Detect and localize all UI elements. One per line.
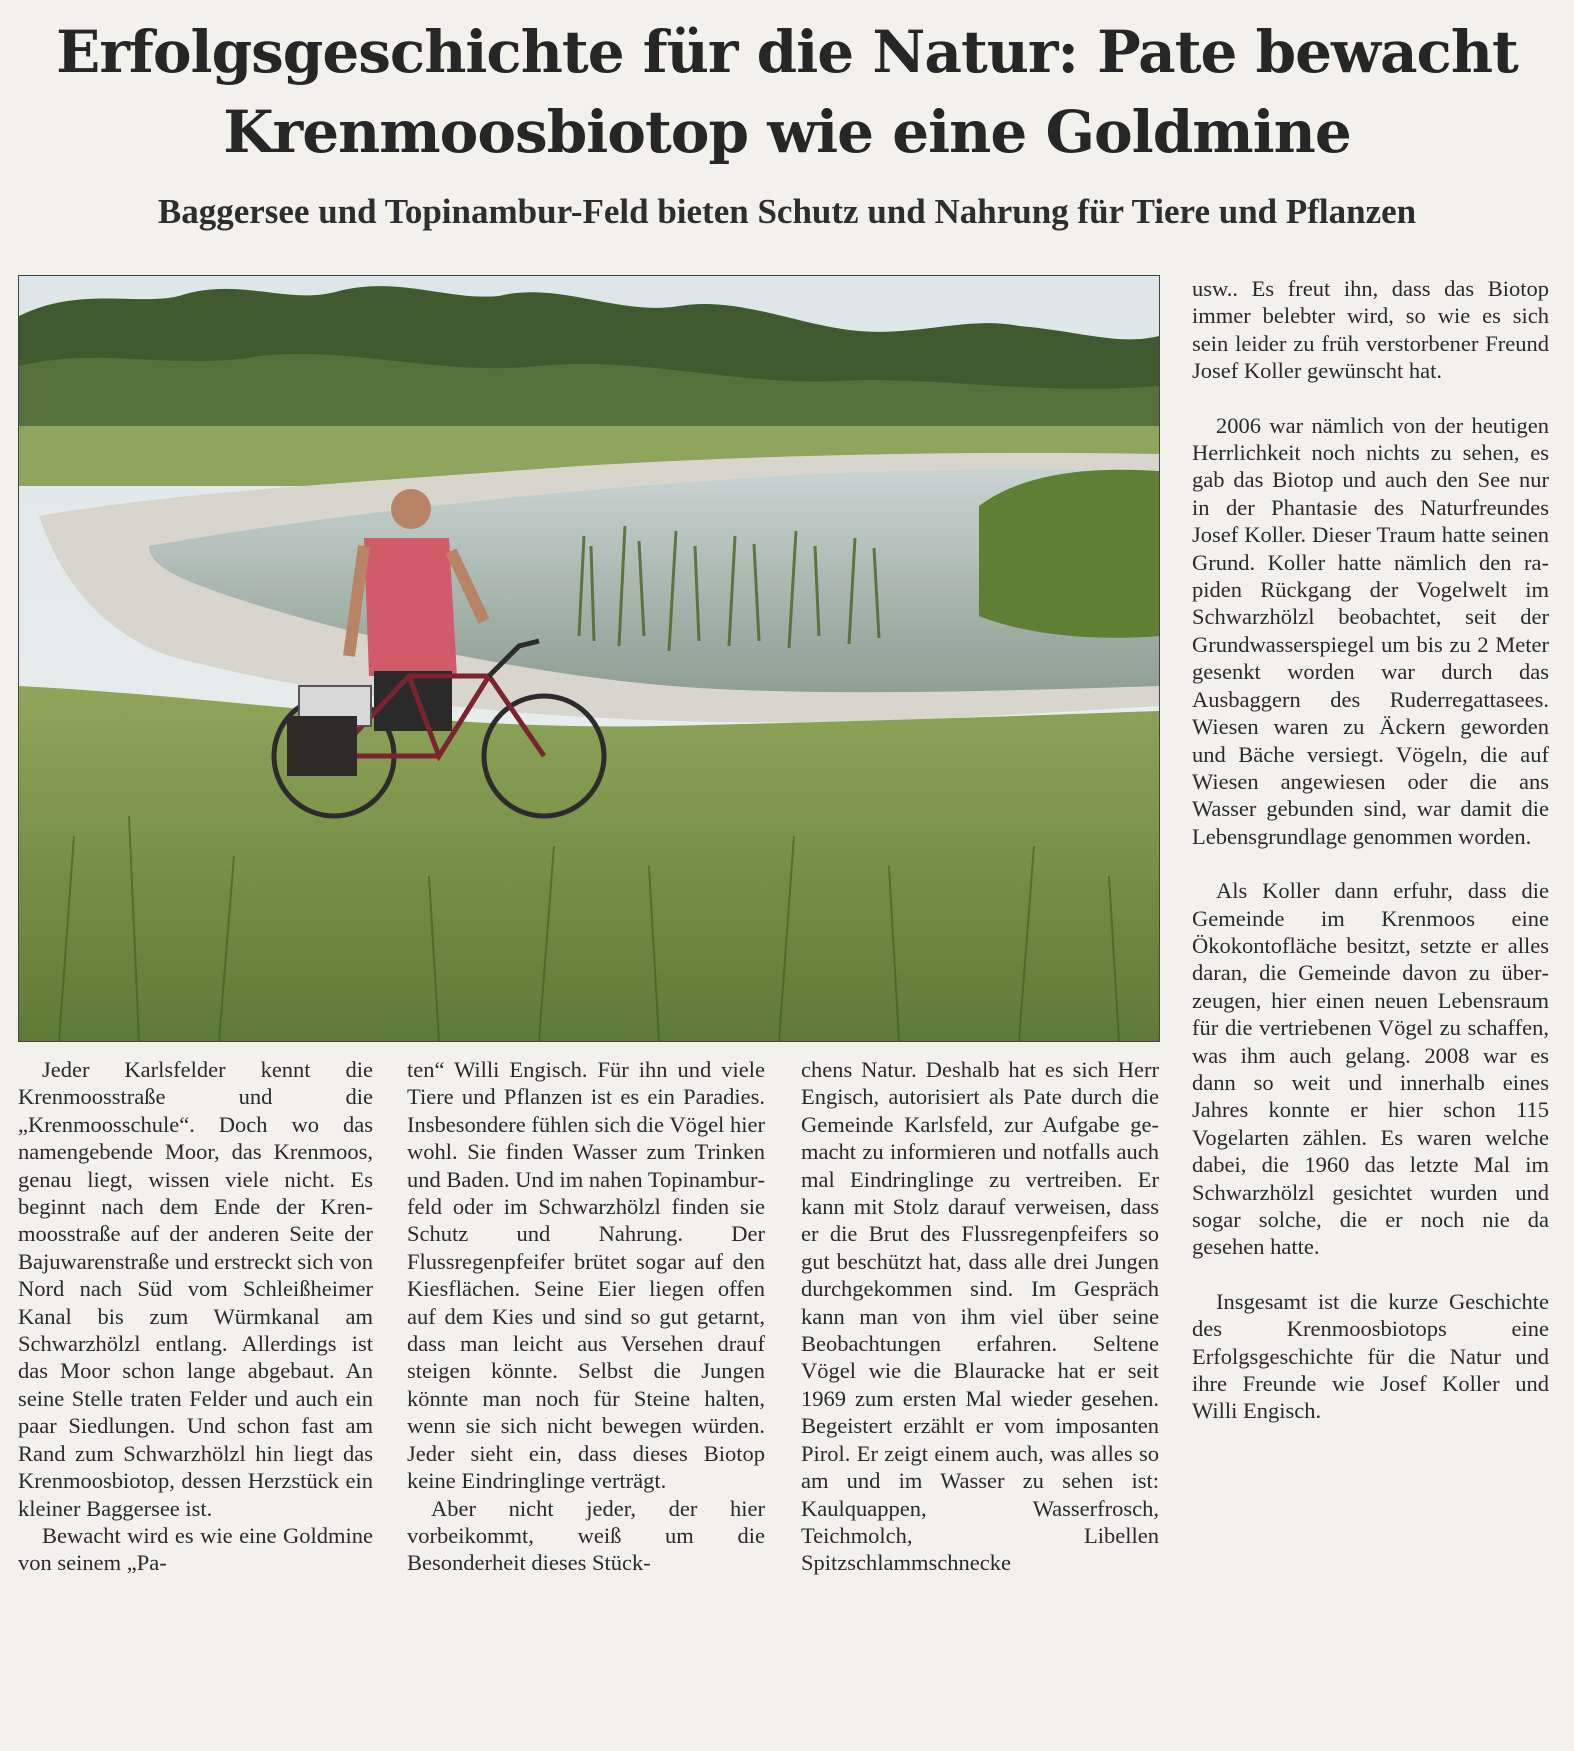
paragraph: Bewacht wird es wie eine Goldmine von seinem „Pa-	[18, 1522, 373, 1576]
paragraph: 2006 war nämlich von der heutigen Herrlichkeit noch nichts zu sehen, es gab das Biotop und auch den See nur in der Phantasie des Naturfreundes Josef Koller. Dieser Traum hatte seinen Grund. Koller hatte nämlich den rapiden Rückgang der Vogelwelt im Schwarzhölzl beobachtet, seit der Grundwasserspiegel um bis zu 2 Meter gesenkt worden war durch das Ausbaggern des Ruderregattasees. Wiesen waren zu Äckern geworden und Bäche versiegt. Vögeln, die auf Wiesen angewiesen oder die ans Wasser gebunden sind, war damit die Lebensgrundlage genommen worden.	[1192, 412, 1549, 849]
foreground-grass	[19, 686, 1159, 1041]
article-column-3	[801, 1056, 1159, 1577]
paragraph: ten“ Willi Engisch. Für ihn und viele Tiere und Pflanzen ist es ein Paradies. Insbesondere fühlen sich die Vögel hier wohl. Sie finden Wasser zum Trinken und Baden. Und im nahen Topinamburfeld oder im Schwarzhölzl finden sie Schutz und Nahrung. Der Flussregenpfeifer brütet sogar auf den Kiesflächen. Seine Eier liegen offen auf dem Kies und sind so gut getarnt, dass man leicht aus Versehen drauf steigen könnte. Selbst die Jungen könnte man noch für Steine halten, wenn sie sich nicht bewegen würden. Jeder sieht ein, dass dieses Biotop keine Eindringlinge verträgt.	[407, 1057, 765, 1494]
paragraph: Aber nicht jeder, der hier vorbeikommt, weiß um die Besonderheit dieses Stück-	[407, 1495, 765, 1576]
paragraph: chens Natur. Deshalb hat es sich Herr Engisch, autorisiert als Pate durch die Gemeinde Karlsfeld, zur Aufgabe gemacht zu informieren und notfalls auch mal Eindringlinge zu vertreiben. Er kann mit Stolz darauf verweisen, dass er die Brut des Flussregenpfeifers so gut beschützt hat, dass alle drei Jungen durchgekommen sind. Im Gespräch kann man von ihm viel über seine Beobachtungen erfahren. Seltene Vögel wie die Blauracke hat er seit 1969 zum ersten Mal wieder gesehen. Begeistert erzählt er vom imposanten Pirol. Er zeigt einem auch, was alles so am und im Wasser zu sehen ist: Kaulquappen, Wasserfrosch, Teichmolch, Libellen Spitzschlammschnecke	[801, 1057, 1159, 1576]
subheadline: Baggersee und Topinambur-Feld bieten Schutz und Nahrung für Tiere und Pflanzen	[157, 192, 1417, 231]
article-column-1	[18, 1056, 373, 1577]
headline: Erfolgsgeschichte für die Natur: Pate bewacht Krenmoosbiotop wie eine Goldmine	[56, 18, 1518, 166]
article-photo	[18, 275, 1160, 1042]
article-column-2	[407, 1056, 765, 1577]
reed-bank	[979, 470, 1159, 638]
paragraph: usw.. Es freut ihn, dass das Biotop immer belebter wird, so wie es sich sein leider zu früh verstorbener Freund Josef Koller gewünscht hat.	[1192, 276, 1549, 384]
paragraph: Insgesamt ist die kurze Geschichte des Krenmoosbiotops eine Erfolgsgeschichte für die Natur und ihre Freunde wie Josef Koller und Willi Engisch.	[1192, 1288, 1549, 1424]
article-column-4	[1192, 275, 1549, 1425]
photo-lake-cyclist	[19, 276, 1159, 1041]
paragraph: Als Koller dann erfuhr, dass die Gemeinde im Krenmoos eine Ökokontofläche besitzt, setzte er alles daran, die Gemeinde davon zu überzeugen, hier einen neuen Lebensraum für die vertriebenen Vögel zu schaffen, was ihm auch gelang. 2008 war es dann so weit und innerhalb eines Jahres konnte er hier schon 115 Vogelarten zählen. Es waren welche dabei, die 1960 das letzte Mal im Schwarzhölzl gesichtet wurden und sogar solche, die er noch nie da gesehen hatte.	[1192, 878, 1549, 1260]
paragraph: Jeder Karlsfelder kennt die Krenmoosstraße und die „Krenmoosschule“. Doch wo das namengebende Moor, das Krenmoos, genau liegt, wissen viele nicht. Es beginnt nach dem Ende der Krenmoosstraße auf der anderen Seite der Bajuwarenstraße und erstreckt sich von Nord nach Süd vom Schleißheimer Kanal bis zum Würmkanal am Schwarzhölzl entlang. Allerdings ist das Moor schon lange abgebaut. An seine Stelle traten Felder und auch ein paar Siedlungen. Und schon fast am Rand zum Schwarzhölzl hin liegt das Krenmoosbiotop, dessen Herzstück ein kleiner Baggersee ist.	[18, 1057, 373, 1521]
